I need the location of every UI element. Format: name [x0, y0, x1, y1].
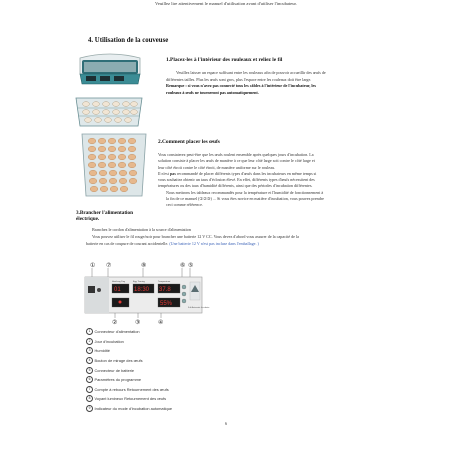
legend-number: 2 [86, 338, 93, 345]
callout-6: ⑥ [180, 263, 186, 269]
legend-number: 1 [86, 328, 93, 335]
power-connector [88, 286, 95, 293]
legend-number: 5 [86, 367, 93, 374]
legend-text: Bouton de mirage des œufs [94, 358, 143, 364]
callout-8: ⑧ [141, 263, 147, 269]
up-button [182, 292, 186, 296]
text-line [166, 90, 388, 97]
text-line [166, 83, 388, 90]
section-title: 4. Utilisation de la couveuse [88, 37, 169, 44]
text-line: ceci comme référence. [166, 202, 203, 208]
text-span: batterie en cas de coupure de courant accidentelle. [86, 240, 170, 246]
title-line: électrique. [76, 216, 100, 223]
legend-list [86, 327, 172, 413]
battery-note: (Une batterie 12 V n'est pas incluse dans l'emballage. ) [169, 240, 259, 246]
text-line: leur côté étroit contre le côté étroit, de manière uniforme sur le rouleau. [158, 164, 276, 170]
legend-item [86, 394, 172, 404]
text-span: recommandé de placer différents types d'œufs dans les incubateurs en même temps si [175, 170, 317, 176]
page-header: Veuillez lire attentivement le manuel d'utilisation avant d'utiliser l'incubateur. [155, 1, 297, 6]
title-line: 3.Brancher l'alimentation [76, 210, 133, 216]
label-egg: Egg Turning [133, 281, 145, 283]
legend-item [86, 327, 172, 337]
legend-text: Connecteur de batterie [94, 367, 135, 373]
text-line: la fin de ce manuel (①②③) ... Si vous êtes novice en matière d'incubation, vous pouvez prendre [166, 196, 324, 202]
legend-number: 4 [86, 357, 93, 364]
legend-item [86, 346, 172, 356]
set-button [182, 285, 186, 289]
legend-item [86, 337, 172, 347]
subsection-2-title: 2.Comment placer les œufs [158, 139, 220, 145]
eggs-on-rollers-image [76, 130, 152, 205]
section-3-text [86, 227, 386, 247]
legend-number: 6 [86, 376, 93, 383]
page-number: 6 [224, 421, 228, 426]
brand-text: Full Automatic Incubator [188, 307, 210, 309]
callout-7: ⑦ [106, 263, 112, 269]
legend-item [86, 385, 172, 395]
legend-text: Paramètres du programme [94, 377, 141, 383]
callout-3: ③ [135, 320, 141, 326]
text-line: températures ou des taux d'humidité différents, ainsi que des périodes d'incubation différentes. [158, 183, 313, 189]
emphasis: pas [169, 170, 176, 176]
subsection-1-text [166, 70, 388, 96]
control-panel-diagram [84, 260, 224, 331]
incubator-image [72, 50, 148, 93]
subsection-1-title: 1.Placez-les à l'intérieur des rouleaux et reliez le fil [166, 57, 283, 63]
text-line: Vous pouvez utiliser le fil rouge/noir pour brancher une batterie 12 V CC. Vous devez d'abord vous assurer de la capacité de la [92, 233, 299, 239]
legend-item [86, 365, 172, 375]
note-line: rouleaux à œufs ne tourneront pas automatiquement. [166, 89, 259, 95]
day-value: 01 [114, 287, 121, 293]
legend-text: Jour d'incubation [94, 338, 124, 344]
legend-text: Connecteur d'alimentation [94, 329, 140, 335]
turning-value: 18:30 [134, 287, 150, 293]
legend-number: 7 [86, 386, 93, 393]
text-line: solution consiste à placer les œufs de manière à ce que leur côté large soit contre le côté large et [158, 158, 315, 164]
text-span: Il n'est [158, 170, 170, 176]
egg-tray-image [72, 92, 146, 135]
temp-value: 37.8 [159, 287, 171, 293]
text-line: différentes tailles. Plus les œufs sont gros, plus l'espace entre les rouleaux doit être large. [166, 76, 312, 82]
text-line: Branchez le cordon d'alimentation à la source d'alimentation [92, 227, 191, 232]
legend-text: Compte à rebours Retournement des œufs [94, 386, 169, 392]
power-switch [97, 288, 101, 292]
callout-4: ④ [158, 320, 164, 326]
humidity-value: 55% [160, 301, 173, 307]
text-line: Veuillez laisser un espace suffisant entre les rouleaux afin de pouvoir accueillir des œufs de [176, 70, 326, 75]
label-temp: Temperature [158, 281, 171, 283]
note-line: Remarque : si vous n'avez pas connecté tous les câbles à l'intérieur de l'incubateur, les [166, 83, 316, 89]
legend-number: 3 [86, 347, 93, 354]
legend-item [86, 375, 172, 385]
text-line: Nous mettrons les tableaux recommandés pour la température et l'humidité de fonctionnement à [166, 189, 324, 195]
text-line [86, 241, 386, 248]
text-line: Vous constaterez peut-être que les œufs roulent ensemble après quelques jours d'incubation. La [158, 152, 314, 157]
legend-number: 8 [86, 395, 93, 402]
legend-text: Humidité [94, 348, 110, 354]
legend-item [86, 356, 172, 366]
label-day: Hatching Day [112, 281, 126, 283]
callout-2: ② [112, 320, 118, 326]
legend-item [86, 404, 172, 414]
down-button [182, 299, 186, 303]
callout-1: ① [90, 263, 96, 269]
legend-text: Voyant lumineux Retournement des œufs [94, 396, 167, 402]
subsection-2-text [158, 152, 388, 209]
auto-mode-indicator [119, 301, 122, 304]
callout-5: ⑤ [188, 263, 194, 269]
section-3-title [76, 210, 236, 223]
legend-text: Indicateur du mode d'incubation automatique [94, 406, 173, 412]
text-line: vous souhaitez obtenir un taux d'éclosion élevé. En effet, différents types d'œufs nécessitent des [158, 177, 315, 183]
legend-number: 9 [86, 405, 93, 412]
